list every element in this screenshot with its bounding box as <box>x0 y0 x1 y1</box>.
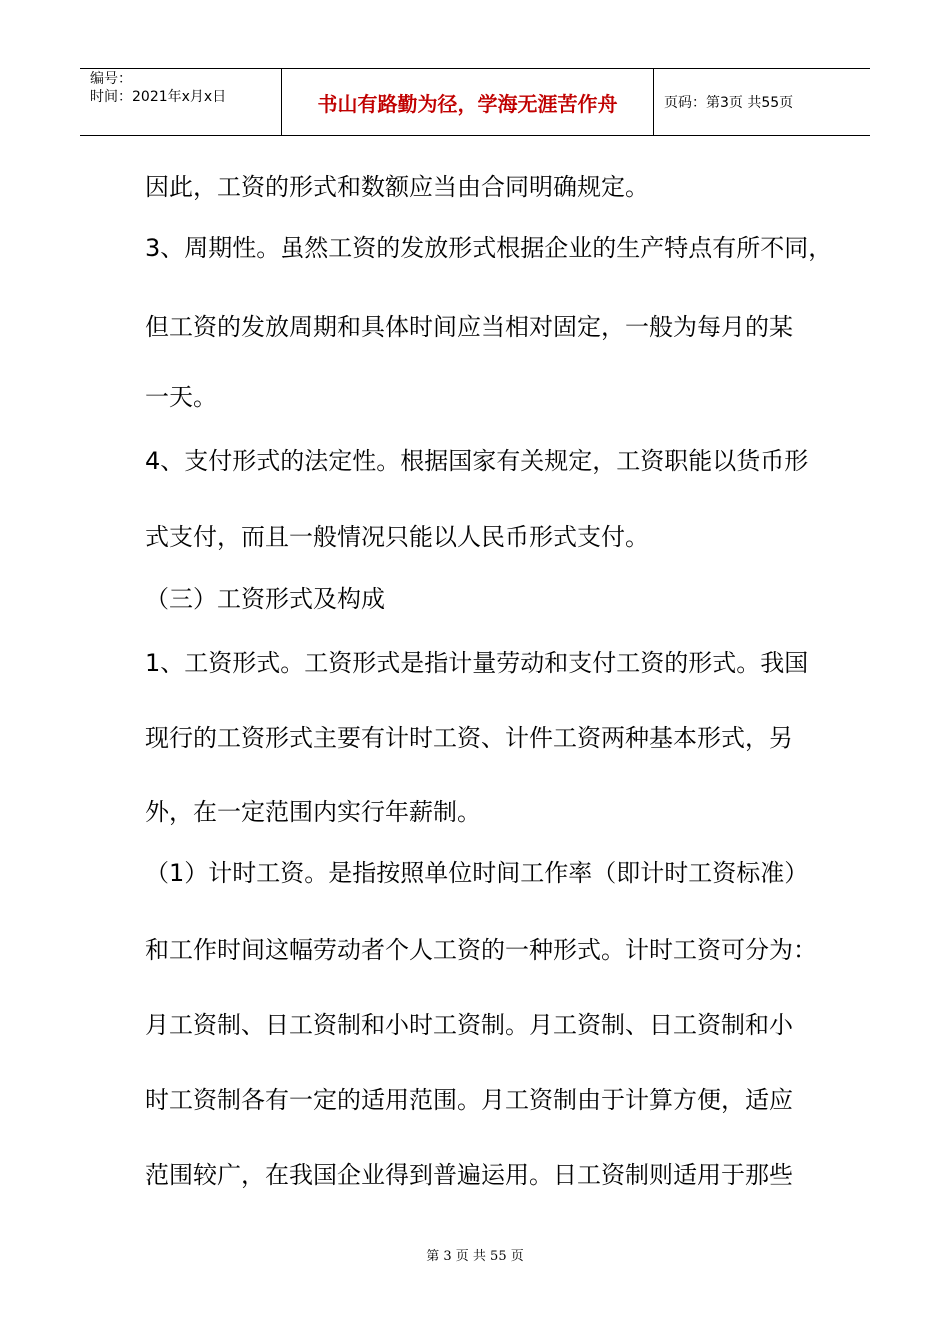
body-paragraph-line: 4、支付形式的法定性。根据国家有关规定，工资职能以货币形 <box>145 447 809 475</box>
header-meta-cell <box>80 69 281 135</box>
body-paragraph-line: 但工资的发放周期和具体时间应当相对固定，一般为每月的某 <box>145 313 793 341</box>
body-paragraph-line: 3、周期性。虽然工资的发放形式根据企业的生产特点有所不同， <box>145 234 833 262</box>
body-paragraph-line: 外，在一定范围内实行年薪制。 <box>145 798 481 826</box>
body-paragraph-line: 现行的工资形式主要有计时工资、计件工资两种基本形式，另 <box>145 724 793 752</box>
document-header <box>80 68 870 136</box>
document-number-label: 编号： <box>90 71 132 87</box>
body-paragraph-line: 范围较广，在我国企业得到普遍运用。日工资制则适用于那些 <box>145 1161 793 1189</box>
section-heading: （三）工资形式及构成 <box>145 585 385 613</box>
header-motto-cell <box>281 69 654 135</box>
body-paragraph-line: 因此，工资的形式和数额应当由合同明确规定。 <box>145 173 649 201</box>
page-footer: 第 3 页 共 55 页 <box>426 1249 524 1264</box>
header-page-info: 页码：第3页 共55页 <box>664 95 794 111</box>
document-date-label: 时间：2021年x月x日 <box>90 89 227 105</box>
body-paragraph-line: 时工资制各有一定的适用范围。月工资制由于计算方便，适应 <box>145 1086 793 1114</box>
header-motto: 书山有路勤为径，学海无涯苦作舟 <box>317 91 618 116</box>
body-paragraph-line: 1、工资形式。工资形式是指计量劳动和支付工资的形式。我国 <box>145 649 809 677</box>
header-page-cell <box>654 69 870 135</box>
body-paragraph-line: 和工作时间这幅劳动者个人工资的一种形式。计时工资可分为： <box>145 936 817 964</box>
body-paragraph-line: （1）计时工资。是指按照单位时间工作率（即计时工资标准） <box>145 859 809 887</box>
body-paragraph-line: 一天。 <box>145 383 217 411</box>
body-paragraph-line: 月工资制、日工资制和小时工资制。月工资制、日工资制和小 <box>145 1011 793 1039</box>
body-paragraph-line: 式支付，而且一般情况只能以人民币形式支付。 <box>145 523 649 551</box>
